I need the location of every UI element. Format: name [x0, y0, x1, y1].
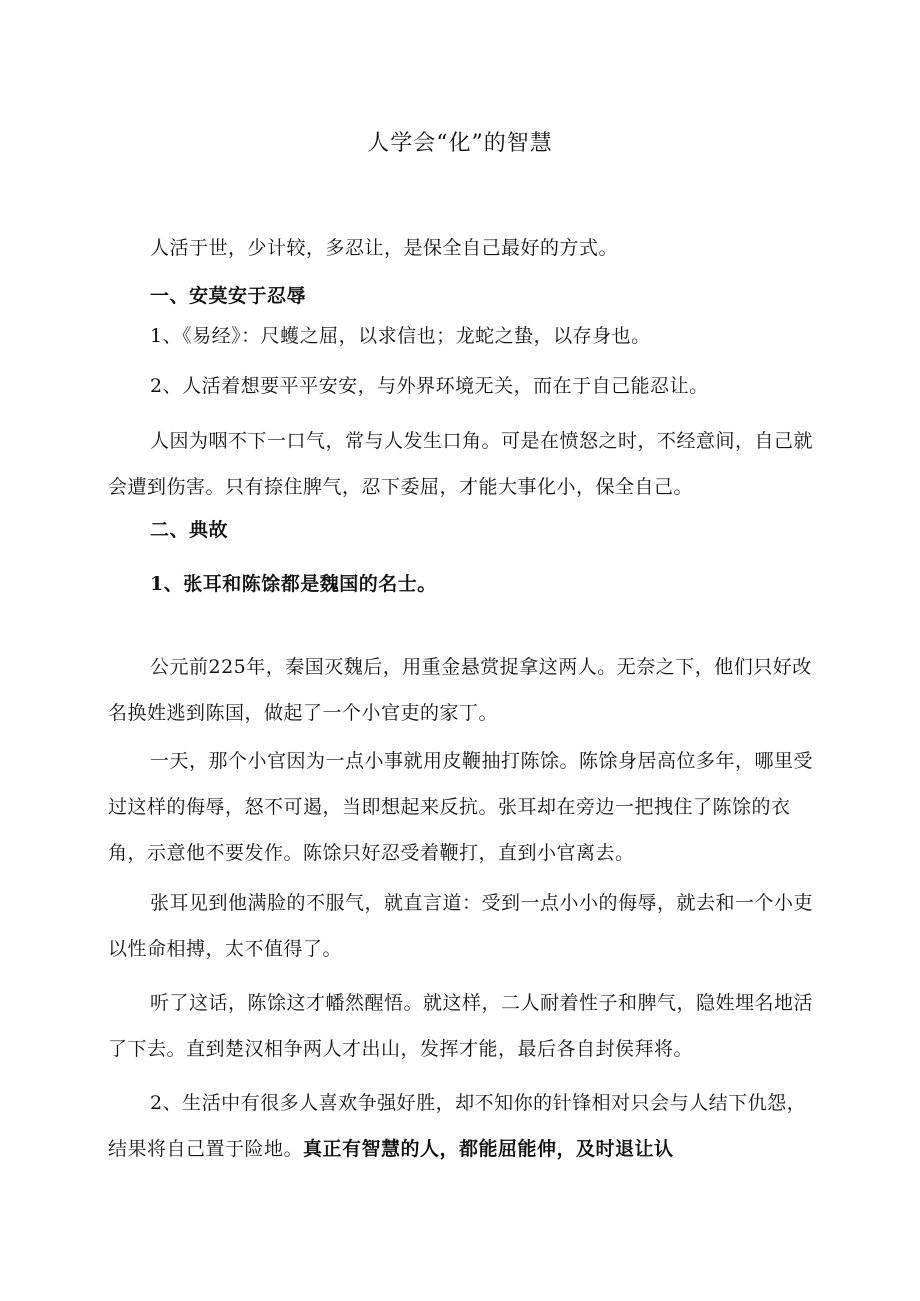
section-heading-1: 一、安莫安于忍辱: [150, 285, 307, 307]
story-heading-1: 1、张耳和陈馀都是魏国的名士。: [150, 573, 437, 595]
intro-paragraph: 人活于世，少计较，多忍让，是保全自己最好的方式。: [150, 237, 619, 259]
story-paragraph-2: 一天，那个小官因为一点小事就用皮鞭抽打陈馀。陈馀身居高位多年，哪里受过这样的侮辱，怒不可遏，当即想起来反抗。张耳却在旁边一把拽住了陈馀的衣角，示意他不要发作。陈馀只好忍受着鞭打，直到小官离去。: [108, 750, 814, 864]
list-item-2-2-emphasis: 真正有智慧的人，都能屈能伸，及时退让认: [303, 1138, 674, 1160]
page-title: 人学会“化”的智慧: [367, 131, 553, 156]
paragraph-1: 人因为咽不下一口气，常与人发生口角。可是在愤怒之时，不经意间，自己就会遭到伤害。只有捺住脾气，忍下委屈，才能大事化小，保全自己。: [108, 430, 814, 498]
list-item-1-2: 2、人活着想要平平安安，与外界环境无关，而在于自己能忍让。: [150, 375, 709, 397]
list-item-2-2-text: 2、生活中有很多人喜欢争强好胜，却不知你的针锋相对只会与人结下仇怨，结果将自己置于险地。: [108, 1092, 807, 1160]
list-item-1-1: 1、《易经》：尺蠖之屈，以求信也；龙蛇之蛰，以存身也。: [150, 325, 651, 347]
list-item-2-2: [108, 1080, 820, 1172]
story-paragraph-3: 张耳见到他满脸的不服气，就直言道：受到一点小小的侮辱，就去和一个小吏以性命相搏，太不值得了。: [108, 892, 814, 960]
section-heading-2: 二、典故: [150, 519, 229, 541]
story-paragraph-1: 公元前225年，秦国灭魏后，用重金悬赏捉拿这两人。无奈之下，他们只好改名换姓逃到陈国，做起了一个小官吏的家丁。: [108, 656, 812, 724]
story-paragraph-4: 听了这话，陈馀这才幡然醒悟。就这样，二人耐着性子和脾气，隐姓埋名地活了下去。直到楚汉相争两人才出山，发挥才能，最后各自封侯拜将。: [108, 992, 814, 1060]
